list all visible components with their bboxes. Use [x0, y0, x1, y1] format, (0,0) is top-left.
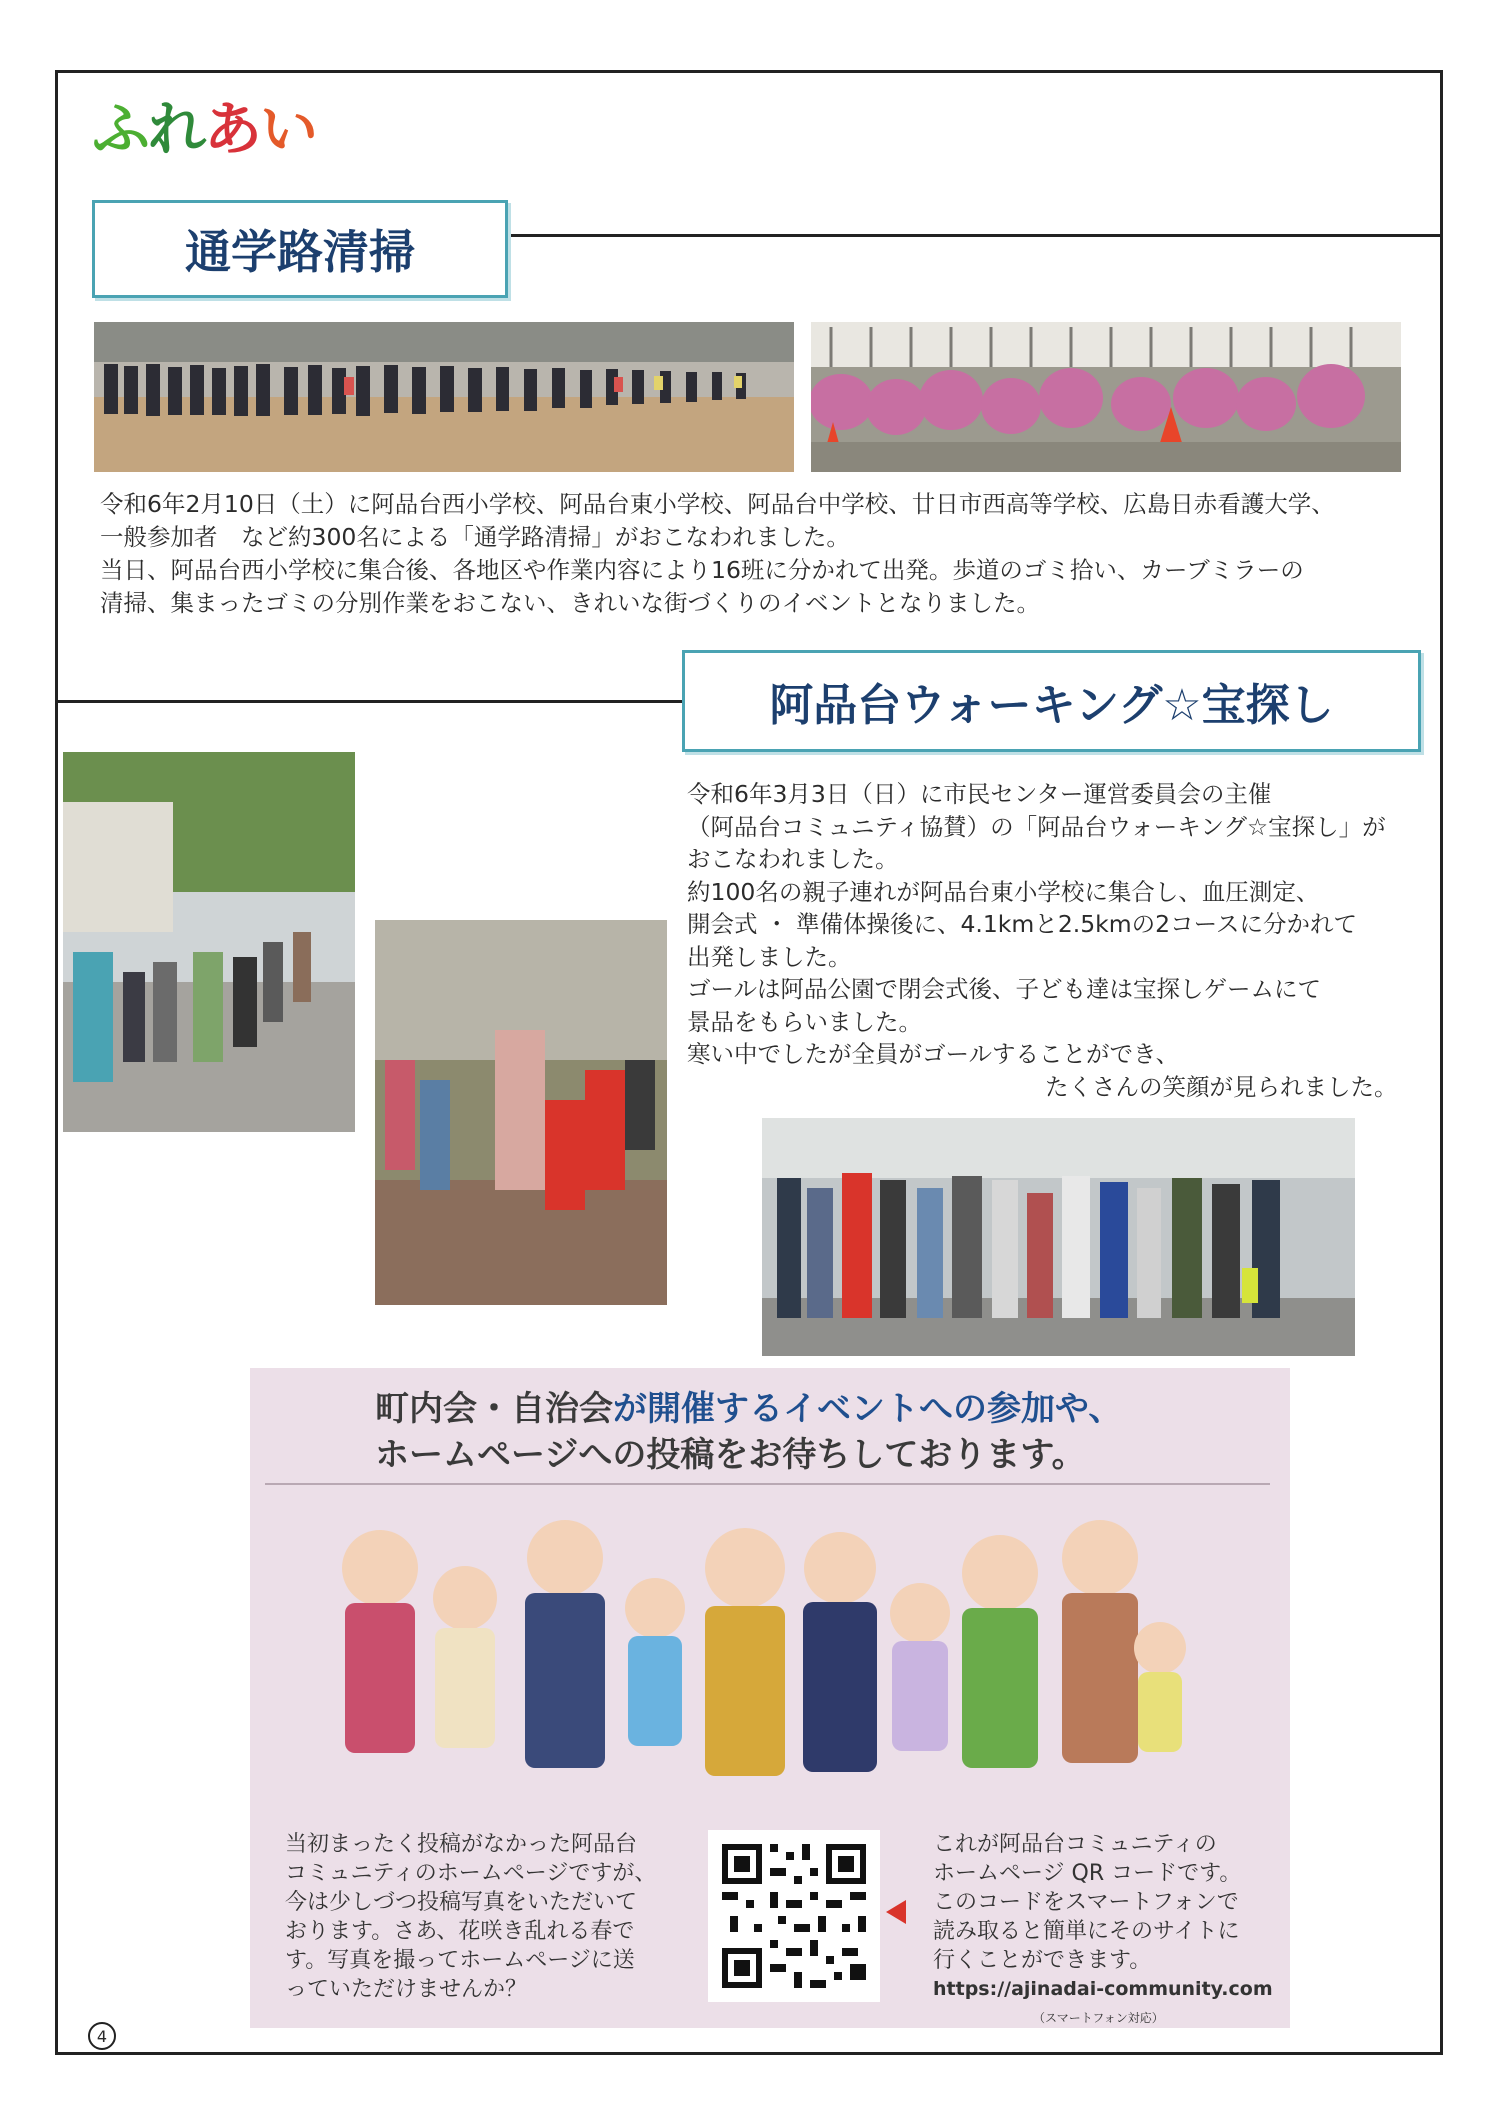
body-line: （阿品台コミュニティ協賛）の「阿品台ウォーキング☆宝探し」が	[687, 812, 1386, 841]
body-line: 出発しました。	[687, 942, 852, 971]
body-line: たくさんの笑顔が見られました。	[1045, 1072, 1398, 1101]
recruitment-poster	[250, 1368, 1290, 2028]
poster-line: このコードをスマートフォンで	[933, 1890, 1239, 1915]
poster-line: す。写真を撮ってホームページに送	[285, 1948, 635, 1973]
body-line: 当日、阿品台西小学校に集合後、各地区や作業内容により16班に分かれて出発。歩道のゴミ拾い、カーブミラーの	[100, 556, 1304, 584]
body-line: 寒い中でしたが全員がゴールすることができ、	[687, 1040, 1180, 1068]
section2-rule	[55, 700, 685, 703]
url-note: （スマートフォン対応）	[1033, 2011, 1164, 2025]
poster-line: 読み取ると簡単にそのサイトに	[933, 1919, 1240, 1944]
walking-street-photo	[63, 752, 355, 1132]
body-line: 景品をもらいました。	[687, 1007, 922, 1036]
poster-headline	[375, 1386, 1175, 1478]
family-illustration	[320, 1498, 1220, 1818]
garbage-bags-photo	[811, 322, 1401, 472]
poster-right-text	[933, 1830, 1273, 2033]
logo-char: あ	[204, 95, 261, 163]
section1-body	[100, 488, 1430, 620]
body-line: おこなわれました。	[687, 845, 899, 873]
headline-part: 開催するイベントへの参加や、	[647, 1389, 1123, 1429]
poster-line: これが阿品台コミュニティの	[933, 1832, 1217, 1857]
body-line: ゴールは阿品公園で閉会式後、子ども達は宝探しゲームにて	[687, 975, 1322, 1003]
poster-line: 行くことができます。	[933, 1948, 1152, 1973]
page-number: 4	[88, 2022, 116, 2050]
body-line: 開会式 ・ 準備体操後に、4.1kmと2.5kmの2コースに分かれて	[687, 910, 1357, 938]
headline-part: 町内会・自治会	[375, 1389, 613, 1429]
section2-body	[687, 778, 1447, 1103]
cleanup-group-photo	[94, 322, 794, 472]
homepage-url-link[interactable]: https://ajinadai-community.com	[933, 1978, 1273, 2000]
logo-char: ふ	[92, 95, 149, 163]
body-line: 清掃、集まったゴミの分別作業をおこない、きれいな街づくりのイベントとなりました。	[100, 589, 1040, 617]
section1-title: 通学路清掃	[92, 200, 508, 298]
body-line: 令和6年2月10日（土）に阿品台西小学校、阿品台東小学校、阿品台中学校、廿日市西高等学校、広島日赤看護大学、	[100, 490, 1335, 518]
qr-code[interactable]	[708, 1830, 880, 2002]
group-photo	[762, 1118, 1355, 1356]
logo-char: れ	[148, 95, 205, 163]
poster-line: っていただけませんか？	[285, 1977, 528, 2002]
body-line: 約100名の親子連れが阿品台東小学校に集合し、血圧測定、	[687, 877, 1320, 906]
poster-line: おります。さあ、花咲き乱れる春で	[285, 1919, 635, 1944]
furea-logo	[92, 95, 317, 163]
pointer-arrow-icon	[886, 1900, 906, 1924]
poster-line: コミュニティのホームページですが、	[285, 1861, 657, 1886]
poster-divider	[265, 1483, 1270, 1485]
poster-line: 今は少しづつ投稿写真をいただいて	[285, 1890, 638, 1915]
treasure-hunt-photo	[375, 920, 667, 1305]
headline-part: が	[613, 1389, 647, 1429]
poster-line: 当初まったく投稿がなかった阿品台	[285, 1832, 638, 1857]
headline-line: ホームページへの投稿をお待ちしております。	[375, 1435, 1086, 1475]
poster-left-text	[285, 1830, 695, 2004]
body-line: 一般参加者 など約300名による「通学路清掃」がおこなわれました。	[100, 523, 850, 551]
logo-char: い	[260, 95, 317, 163]
section1-rule	[505, 234, 1443, 237]
section2-title: 阿品台ウォーキング☆宝探し	[682, 650, 1421, 752]
body-line: 令和6年3月3日（日）に市民センター運営委員会の主催	[687, 780, 1272, 808]
poster-line: ホームページ QR コードです。	[933, 1861, 1242, 1886]
